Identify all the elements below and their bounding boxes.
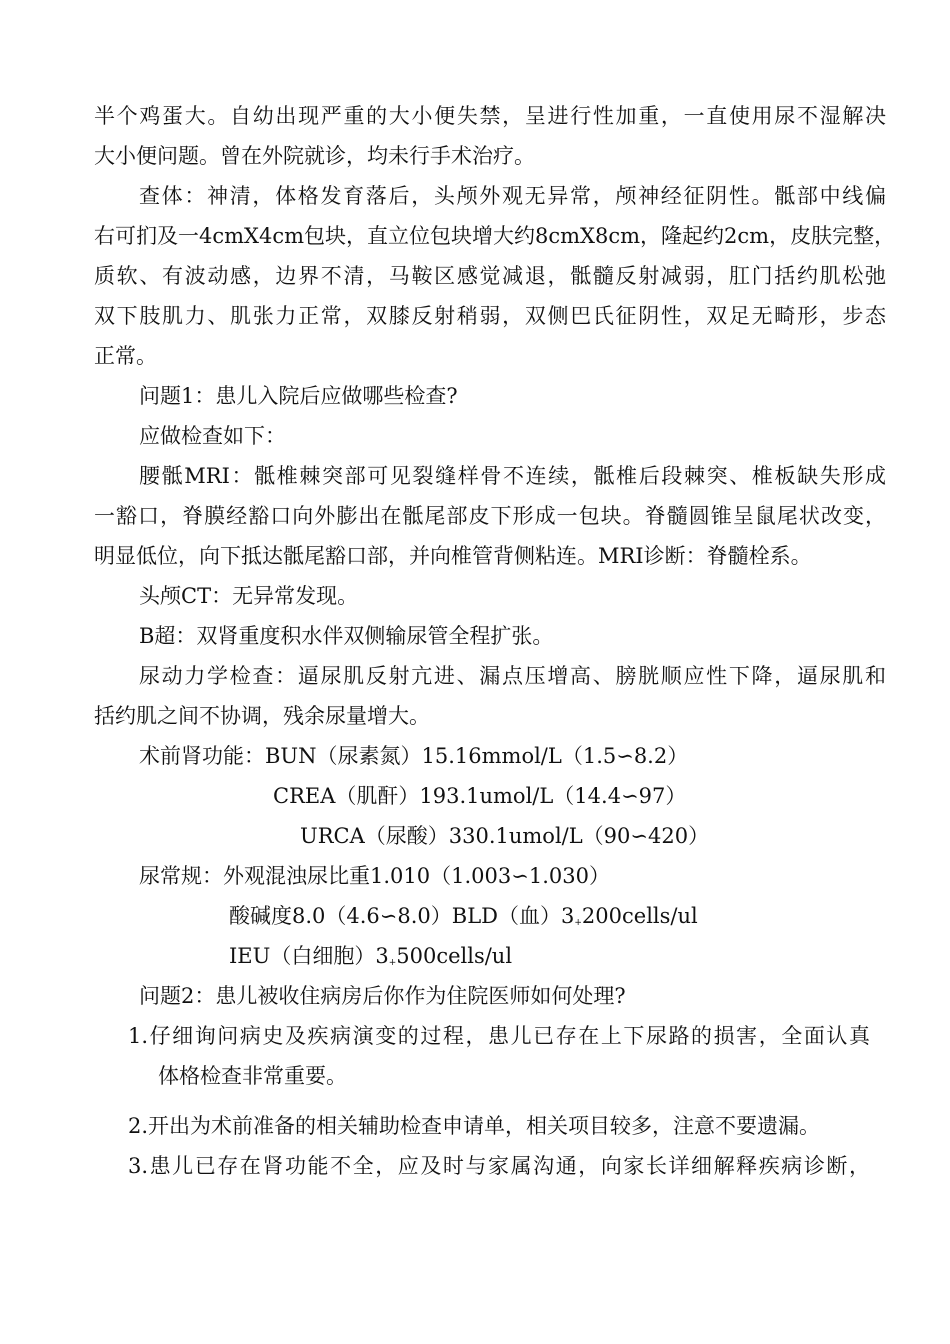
list-item: 3.患儿已存在肾功能不全，应及时与家属沟通，向家长详细解释疾病诊断， [128, 1154, 870, 1178]
paragraph-line: 查体：神清，体格发育落后，头颅外观无异常，颅神经征阴性。骶部中线偏 [139, 184, 886, 208]
lab-result-line: URCA（尿酸）330.1umol/L（90∽420） [300, 824, 710, 848]
lab-result-line: 尿常规：外观混浊尿比重1.010（1.003∽1.030） [139, 864, 610, 888]
lab-result-line [229, 943, 512, 969]
paragraph-line: 半个鸡蛋大。自幼出现严重的大小便失禁，呈进行性加重，一直使用尿不湿解决 [94, 104, 886, 128]
lab-result-text: 200cells/ul [581, 904, 698, 928]
superscript-plus: + [574, 918, 582, 928]
lab-result-text: IEU（白细胞）3 [229, 944, 389, 968]
paragraph-line: 一豁口，脊膜经豁口向外膨出在骶尾部皮下形成一包块。脊髓圆锥呈鼠尾状改变， [94, 504, 886, 528]
list-item: 1.仔细询问病史及疾病演变的过程，患儿已存在上下尿路的损害，全面认真 [128, 1024, 870, 1048]
question-heading: 问题1：患儿入院后应做哪些检查? [139, 384, 458, 408]
paragraph-line: 腰骶MRI：骶椎棘突部可见裂缝样骨不连续，骶椎后段棘突、椎板缺失形成 [139, 464, 886, 488]
paragraph-line: 尿动力学检查：逼尿肌反射亢进、漏点压增高、膀胱顺应性下降，逼尿肌和 [139, 664, 886, 688]
paragraph-line: 右可扪及一4cmX4cm包块，直立位包块增大约8cmX8cm，隆起约2cm，皮肤完整， [94, 224, 896, 248]
lab-result-text: 500cells/ul [396, 944, 513, 968]
paragraph-line: 应做检查如下： [139, 424, 286, 448]
paragraph-line: 头颅CT：无异常发现。 [139, 584, 359, 608]
lab-result-text: 酸碱度8.0（4.6∽8.0）BLD（血）3 [229, 904, 575, 928]
lab-result-line: 术前肾功能：BUN（尿素氮）15.16mmol/L（1.5∽8.2） [139, 744, 689, 768]
paragraph-line: 大小便问题。曾在外院就诊，均未行手术治疗。 [94, 144, 535, 168]
lab-result-line [229, 903, 698, 929]
list-item: 2.开出为术前准备的相关辅助检查申请单，相关项目较多，注意不要遗漏。 [128, 1114, 821, 1138]
question-heading: 问题2：患儿被收住病房后你作为住院医师如何处理? [139, 984, 626, 1008]
paragraph-line: 双下肢肌力、肌张力正常，双膝反射稍弱，双侧巴氏征阴性，双足无畸形，步态 [94, 304, 886, 328]
paragraph-line: B超：双肾重度积水伴双侧输尿管全程扩张。 [139, 624, 554, 648]
paragraph-line: 明显低位，向下抵达骶尾豁口部，并向椎管背侧粘连。MRI诊断：脊髓栓系。 [94, 544, 812, 568]
paragraph-line: 括约肌之间不协调，残余尿量增大。 [94, 704, 430, 728]
superscript-plus: + [388, 958, 397, 968]
paragraph-line: 质软、有波动感，边界不清，马鞍区感觉减退，骶髓反射减弱，肛门括约肌松弛 [94, 264, 886, 288]
paragraph-line: 正常。 [94, 344, 157, 368]
list-item-continuation: 体格检查非常重要。 [158, 1064, 347, 1088]
lab-result-line: CREA（肌酐）193.1umol/L（14.4∽97） [273, 784, 687, 808]
